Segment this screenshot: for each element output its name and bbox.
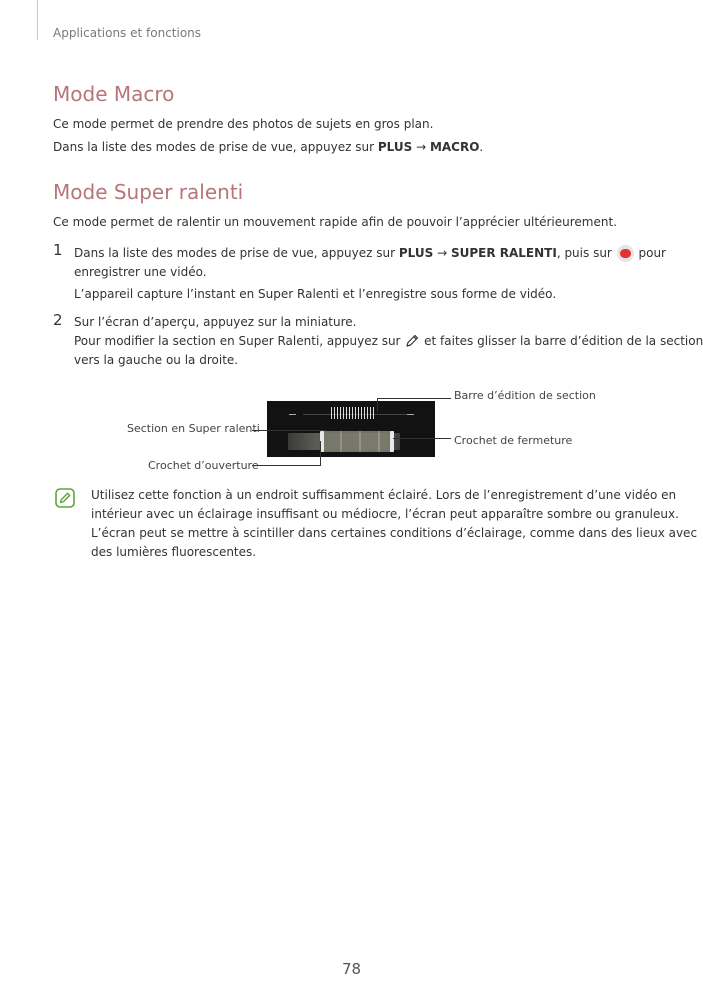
step-1-line-2: enregistrer une vidéo. [74,265,207,279]
callout-line-open-h [252,465,321,466]
macro-menu-label: MACRO [429,140,480,154]
plus-menu-label: PLUS [377,140,413,154]
header-section-title: Applications et fonctions [53,26,202,40]
note-line-3: L’écran peut se mettre à scintiller dans certaines conditions d’éclairage, comme dans des lieux avec [91,526,698,540]
timeline-dash-left [289,414,296,415]
note-icon [55,488,75,508]
callout-line-close [393,438,451,439]
step-1-sub: L’appareil capture l’instant en Super Ralenti et l’enregistre sous forme de vidéo. [74,287,557,301]
superslow-intro: Ce mode permet de ralentir un mouvement rapide afin de pouvoir l’apprécier ultérieurement. [53,215,617,229]
callout-line-section [252,430,326,431]
step-2-line-2 [74,333,703,349]
step-2-text-post: et faites glisser la barre d’édition de la section [420,334,703,348]
super-slow-section [323,431,391,452]
label-edit-bar: Barre d’édition de section [454,389,596,402]
callout-line-edit-bar-h [377,398,451,399]
arrow: → [433,246,451,260]
note-line-2: intérieur avec un éclairage insuffisant ou médiocre, l’écran peut apparaître sombre ou granuleux. [91,507,679,521]
editor-screenshot [267,401,435,457]
superslow-title: Mode Super ralenti [53,180,244,204]
step-2-line-1: Sur l’écran d’aperçu, appuyez sur la miniature. [74,315,357,329]
step-2-number: 2 [53,311,63,329]
note-line-4: des lumières fluorescentes. [91,545,257,559]
step-1-number: 1 [53,241,63,259]
label-close: Crochet de fermeture [454,434,573,447]
macro-paragraph-1: Ce mode permet de prendre des photos de sujets en gros plan. [53,117,434,131]
record-button-icon [617,245,634,262]
step-1-line-1 [74,245,666,262]
plus-menu-label: PLUS [398,246,434,260]
arrow: → [412,140,430,154]
note-line-1: Utilisez cette fonction à un endroit suffisamment éclairé. Lors de l’enregistrement d’une vidéo en [91,488,677,502]
callout-line-edit-bar-v [377,398,378,412]
super-ralenti-menu-label: SUPER RALENTI [450,246,557,260]
period: . [479,140,484,154]
step-1-post: pour [634,246,666,260]
macro-p2-text: Dans la liste des modes de prise de vue, appuyez sur [53,140,378,154]
header-rule [37,0,38,40]
macro-paragraph-2 [53,139,483,155]
label-open: Crochet d’ouverture [148,459,259,472]
step-1-mid: , puis sur [556,246,616,260]
timeline-dash-right [407,414,414,415]
step-1-text: Dans la liste des modes de prise de vue, appuyez sur [74,246,399,260]
step-2-line-3: vers la gauche ou la droite. [74,353,239,367]
step-2-text: Pour modifier la section en Super Ralenti, appuyez sur [74,334,405,348]
macro-title: Mode Macro [53,82,175,106]
label-section: Section en Super ralenti [127,422,260,435]
edit-pencil-icon [404,333,420,349]
callout-line-open-v [320,441,321,465]
page-number: 78 [341,960,362,978]
closing-bracket-handle[interactable] [390,431,394,452]
section-edit-bar[interactable] [331,407,375,419]
